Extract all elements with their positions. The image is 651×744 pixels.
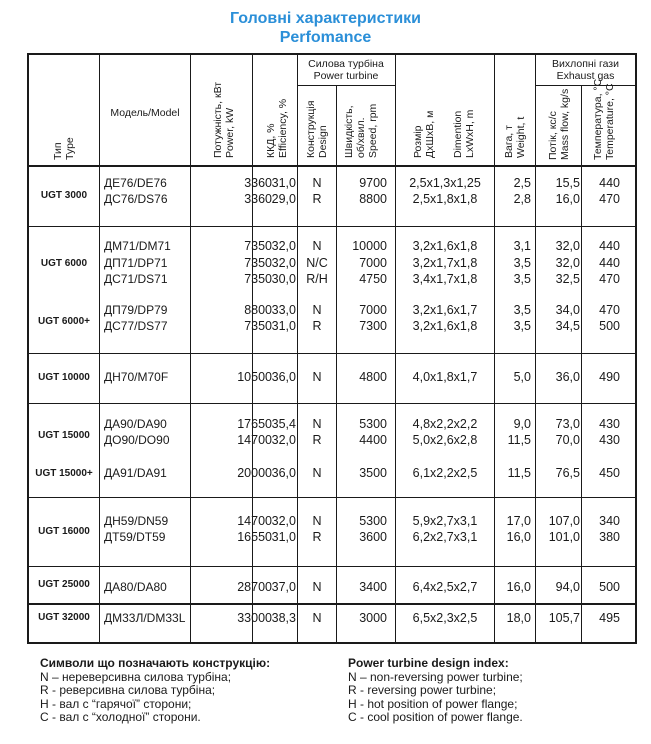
row-model: ДС76/DS76 [104, 192, 168, 206]
row-weight: 18,0 [506, 611, 531, 625]
row-speed: 3000 [359, 611, 387, 625]
legend-item: H - вал с “гарячої” сторони; [40, 696, 192, 711]
header-design-ua: Конструкція [305, 100, 317, 158]
row-power: 7350 [244, 319, 272, 333]
header-efficiency-en: Efficiency, % [277, 98, 289, 158]
row-weight: 11,5 [507, 433, 531, 447]
column-divider [190, 54, 191, 643]
row-divider [28, 566, 636, 567]
row-model: ДА90/DA90 [104, 417, 167, 431]
title-english: Perfomance [279, 29, 372, 46]
row-power: 7350 [244, 239, 272, 253]
row-model: ДС71/DS71 [104, 272, 168, 286]
row-efficiency: 32,0 [271, 239, 296, 253]
column-divider [99, 54, 100, 643]
row-efficiency: 32,0 [271, 514, 296, 528]
row-model: ДЕ76/DE76 [104, 176, 167, 190]
row-efficiency: 37,0 [271, 580, 296, 594]
row-efficiency: 32,0 [271, 433, 296, 447]
header-efficiency-ua: ККД, % [265, 123, 277, 158]
legend-item: N – non-reversing power turbine; [348, 669, 523, 684]
row-model: ДС77/DS77 [104, 319, 168, 333]
row-dimension: 2,5x1,8x1,8 [412, 192, 478, 206]
row-design: R [312, 433, 322, 447]
row-dimension: 2,5x1,3x1,25 [409, 176, 481, 190]
row-mass-flow: 107,0 [548, 514, 580, 528]
legend-item: N – нереверсивна силова турбіна; [40, 669, 232, 684]
row-mass-flow: 15,5 [555, 176, 580, 190]
header-exhaust-ua: Вихлопні гази [552, 58, 619, 70]
row-speed: 10000 [352, 239, 387, 253]
column-divider [252, 54, 253, 643]
header-exhaust-en: Exhaust gas [556, 70, 615, 82]
row-efficiency: 31,0 [271, 530, 296, 544]
type-label: UGT 16000 [38, 526, 90, 537]
row-temperature: 500 [599, 580, 620, 594]
type-label: UGT 25000 [38, 579, 90, 590]
row-mass-flow: 76,5 [555, 466, 580, 480]
row-weight: 17,0 [506, 514, 531, 528]
row-design: N/C [306, 256, 328, 270]
row-power: 8800 [244, 303, 272, 317]
row-speed: 3500 [359, 466, 387, 480]
type-label: UGT 15000+ [35, 468, 93, 479]
row-weight: 5,0 [513, 370, 531, 384]
row-power: 3360 [244, 176, 272, 190]
row-divider [28, 226, 636, 227]
row-design: N [312, 466, 322, 480]
row-model: ДО90/DO90 [104, 433, 170, 447]
row-design: N [312, 514, 322, 528]
row-divider [28, 603, 636, 605]
row-model: ДТ59/DT59 [104, 530, 166, 544]
column-divider [395, 54, 396, 643]
legend-item: C - cool position of power flange. [348, 710, 523, 724]
row-efficiency: 38,3 [271, 611, 296, 625]
header-subrule [535, 85, 636, 86]
header-power-ua: Потужність, кВт [212, 81, 224, 158]
row-temperature: 430 [599, 433, 620, 447]
header-weight-ua: Вага, т [503, 125, 515, 158]
row-efficiency: 36,0 [271, 370, 296, 384]
legend-heading: Power turbine design index: [348, 656, 509, 670]
row-speed: 3600 [359, 530, 387, 544]
row-divider [28, 165, 636, 167]
row-design: R [312, 530, 322, 544]
row-temperature: 380 [599, 530, 620, 544]
row-power: 14700 [237, 433, 272, 447]
row-design: N [312, 176, 322, 190]
row-dimension: 3,2x1,6x1,7 [412, 303, 478, 317]
row-power: 7350 [244, 256, 272, 270]
row-temperature: 340 [599, 514, 620, 528]
performance-table [27, 53, 637, 644]
row-efficiency: 35,4 [271, 417, 296, 431]
row-mass-flow: 105,7 [548, 611, 580, 625]
row-efficiency: 31,0 [271, 176, 296, 190]
row-speed: 4750 [359, 272, 387, 286]
row-model: ДМ33Л/DM33L [104, 611, 186, 625]
row-dimension: 5,9x2,7x3,1 [412, 514, 478, 528]
row-dimension: 4,8x2,2x2,2 [412, 417, 478, 431]
row-temperature: 470 [599, 272, 620, 286]
row-speed: 4400 [359, 433, 387, 447]
header-power-turbine-ua: Силова турбіна [308, 58, 384, 70]
legend-item: R - reversing power turbine; [348, 683, 497, 697]
type-label: UGT 15000 [38, 430, 90, 441]
header-speed-ua: Швидкість, [343, 105, 355, 158]
row-temperature: 490 [599, 370, 620, 384]
row-mass-flow: 16,0 [555, 192, 580, 206]
row-weight: 2,5 [513, 176, 531, 190]
column-divider [494, 54, 495, 643]
row-power: 28700 [237, 580, 272, 594]
row-model: ДП71/DP71 [104, 256, 168, 270]
row-power: 10500 [237, 370, 272, 384]
row-temperature: 440 [599, 239, 620, 253]
row-power: 16550 [237, 530, 272, 544]
row-model: ДМ71/DM71 [104, 239, 171, 253]
header-model: Модель/Model [110, 107, 180, 119]
row-power: 20000 [237, 466, 272, 480]
row-design: N [312, 370, 322, 384]
row-speed: 3400 [359, 580, 387, 594]
row-speed: 7000 [359, 303, 387, 317]
header-flow-ua: Потік, кс/с [547, 111, 559, 160]
row-dimension: 6,1x2,2x2,5 [412, 466, 478, 480]
column-divider [297, 54, 298, 643]
row-temperature: 470 [599, 303, 620, 317]
row-temperature: 500 [599, 319, 620, 333]
row-temperature: 430 [599, 417, 620, 431]
row-speed: 7000 [359, 256, 387, 270]
row-temperature: 470 [599, 192, 620, 206]
column-divider [535, 54, 536, 643]
header-power-turbine-en: Power turbine [313, 70, 379, 82]
header-dimension-en: Dimention [452, 110, 464, 158]
column-divider [581, 85, 582, 643]
row-dimension: 3,2x1,7x1,8 [412, 256, 478, 270]
row-dimension: 3,2x1,6x1,8 [412, 319, 478, 333]
type-label: UGT 10000 [38, 372, 90, 383]
row-efficiency: 33,0 [271, 303, 296, 317]
header-temperature-ua: Температура, °С [592, 78, 604, 160]
title-ukrainian: Головні характеристики [230, 10, 421, 27]
row-temperature: 440 [599, 176, 620, 190]
row-efficiency: 36,0 [271, 466, 296, 480]
row-power: 17650 [237, 417, 272, 431]
row-mass-flow: 94,0 [555, 580, 580, 594]
row-dimension: 6,2x2,7x3,1 [412, 530, 478, 544]
row-mass-flow: 34,0 [555, 303, 580, 317]
row-weight: 16,0 [506, 580, 531, 594]
row-temperature: 440 [599, 256, 620, 270]
row-dimension: 3,4x1,7x1,8 [412, 272, 478, 286]
row-weight: 16,0 [506, 530, 531, 544]
header-speed-ua-unit: об/хвил. [355, 117, 367, 158]
row-divider [28, 403, 636, 404]
row-dimension: 5,0x2,6x2,8 [412, 433, 478, 447]
row-divider [28, 497, 636, 498]
row-mass-flow: 32,5 [555, 272, 580, 286]
row-temperature: 450 [599, 466, 620, 480]
type-label: UGT 6000 [40, 258, 88, 269]
row-mass-flow: 36,0 [555, 370, 580, 384]
legend-item: C - вал с “холодної” сторони. [40, 710, 201, 724]
row-power: 3360 [244, 192, 272, 206]
header-speed-en: Speed, rpm [367, 103, 379, 158]
row-power: 14700 [237, 514, 272, 528]
row-model: ДА91/DA91 [104, 466, 167, 480]
row-efficiency: 31,0 [271, 319, 296, 333]
header-design-en: Design [317, 125, 329, 158]
row-mass-flow: 70,0 [555, 433, 580, 447]
row-weight: 9,0 [513, 417, 531, 431]
row-model: ДН59/DN59 [104, 514, 169, 528]
row-mass-flow: 101,0 [548, 530, 580, 544]
type-label: UGT 32000 [38, 612, 90, 623]
legend-heading: Символи що позначають конструкцію: [40, 656, 271, 670]
row-mass-flow: 32,0 [555, 256, 580, 270]
row-efficiency: 29,0 [271, 192, 296, 206]
row-weight: 3,5 [513, 319, 531, 333]
row-weight: 3,5 [513, 272, 531, 286]
header-type-ua: Тип [52, 142, 64, 160]
row-model: ДА80/DA80 [104, 580, 167, 594]
header-type-en: Type [64, 137, 76, 160]
type-label: UGT 6000+ [38, 316, 90, 327]
row-design: R [312, 319, 322, 333]
row-model: ДП79/DP79 [104, 303, 168, 317]
row-efficiency: 32,0 [271, 256, 296, 270]
row-weight: 2,8 [513, 192, 531, 206]
legend-ukrainian [40, 657, 270, 725]
row-mass-flow: 73,0 [555, 417, 580, 431]
legend-english [348, 657, 523, 725]
row-efficiency: 30,0 [271, 272, 296, 286]
header-weight-en: Weight, t [515, 116, 527, 158]
row-mass-flow: 34,5 [555, 319, 580, 333]
row-design: N [312, 580, 322, 594]
row-mass-flow: 32,0 [555, 239, 580, 253]
header-dimension-ua-unit: ДхШхВ, м [424, 110, 436, 158]
header-dimension-en-unit: LxWxH, m [464, 109, 476, 158]
row-design: R/H [306, 272, 328, 286]
row-design: R [312, 192, 322, 206]
column-divider [336, 85, 337, 643]
row-weight: 11,5 [507, 466, 531, 480]
row-model: ДН70/M70F [104, 370, 169, 384]
row-speed: 8800 [359, 192, 387, 206]
header-power-en: Power, kW [224, 107, 236, 158]
row-design: N [312, 239, 322, 253]
row-speed: 5300 [359, 417, 387, 431]
row-dimension: 6,5x2,3x2,5 [412, 611, 478, 625]
type-label: UGT 3000 [40, 190, 88, 201]
row-dimension: 3,2x1,6x1,8 [412, 239, 478, 253]
row-speed: 5300 [359, 514, 387, 528]
header-dimension-ua: Розмір [412, 125, 424, 158]
row-speed: 7300 [359, 319, 387, 333]
row-design: N [312, 611, 322, 625]
row-speed: 9700 [359, 176, 387, 190]
row-power: 7350 [244, 272, 272, 286]
legend-item: H - hot position of power flange; [348, 696, 518, 711]
row-weight: 3,1 [513, 239, 531, 253]
legend-item: R - реверсивна силова турбіна; [40, 683, 216, 697]
row-temperature: 495 [599, 611, 620, 625]
row-power: 33000 [237, 611, 272, 625]
row-dimension: 6,4x2,5x2,7 [412, 580, 478, 594]
header-temperature-en: Temperature, °С [604, 83, 616, 160]
row-design: N [312, 303, 322, 317]
header-flow-en: Mass flow, kg/s [559, 88, 571, 160]
header-subrule [297, 85, 395, 86]
row-weight: 3,5 [513, 256, 531, 270]
row-design: N [312, 417, 322, 431]
row-speed: 4800 [359, 370, 387, 384]
row-dimension: 4,0x1,8x1,7 [412, 370, 478, 384]
row-weight: 3,5 [513, 303, 531, 317]
row-divider [28, 353, 636, 354]
